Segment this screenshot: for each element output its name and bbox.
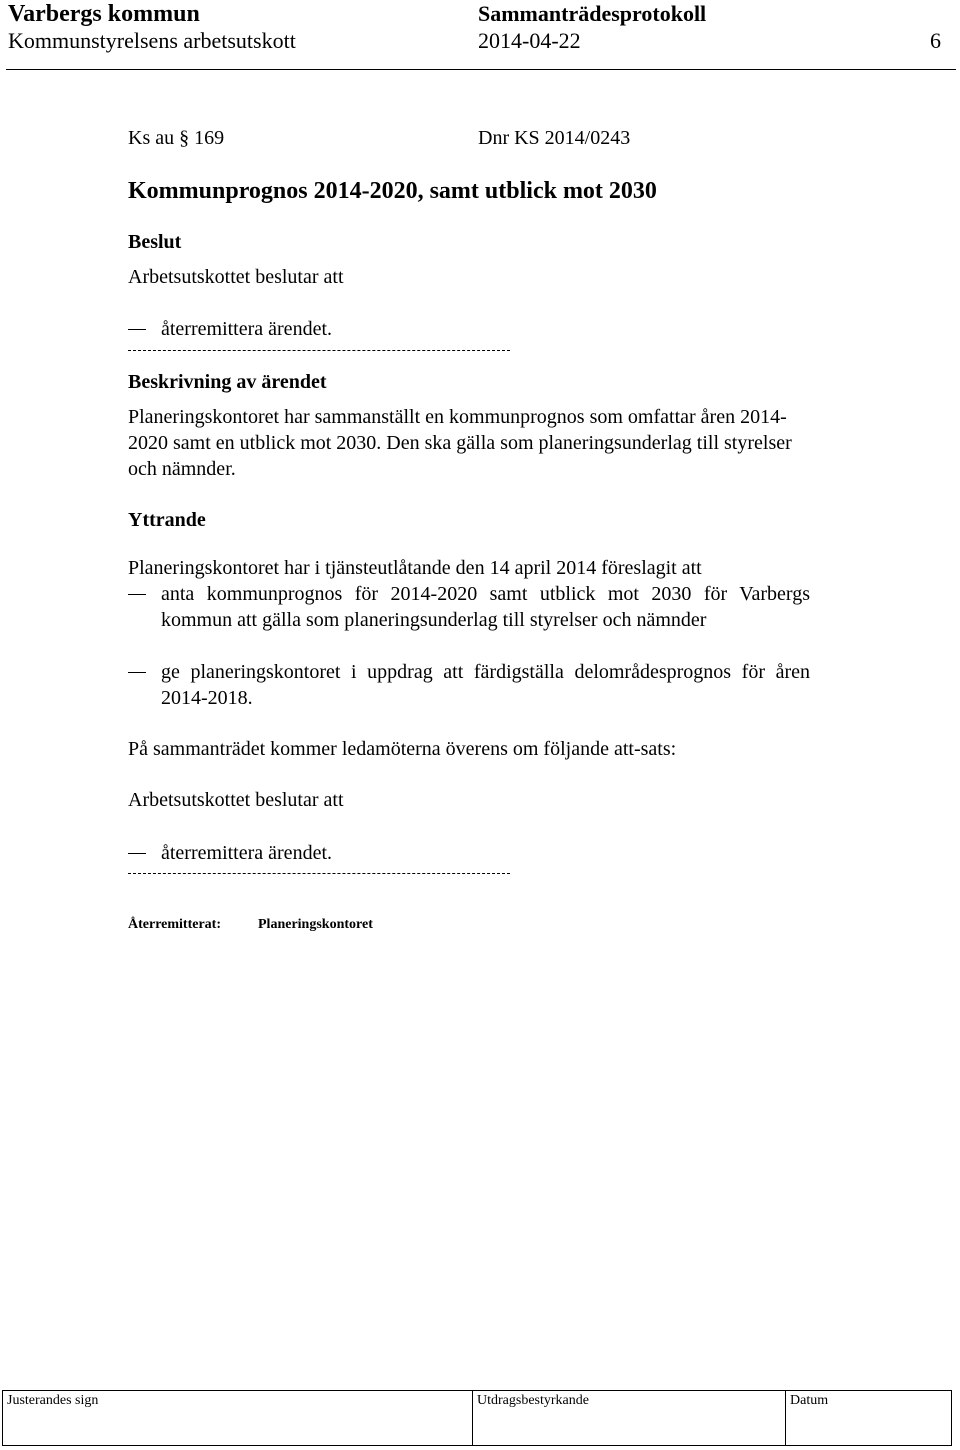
case-title: Kommunprognos 2014-2020, samt utblick mot 2030: [128, 178, 657, 204]
organization-name: Varbergs kommun: [8, 1, 200, 27]
statement-intro: Planeringskontoret har i tjänsteutlåtande den 14 april 2014 föreslagit att: [128, 557, 702, 579]
description-text: Planeringskontoret har sammanställt en kommunprognos som omfattar åren 2014-2020 samt en utblick mot 2030. Den ska gälla som planeringsunderlag till styrelser och nämnder.: [128, 406, 792, 480]
statement-bullet-2: [128, 659, 810, 711]
referral-value: Planeringskontoret: [258, 917, 373, 932]
description-heading: Beskrivning av ärendet: [128, 371, 327, 393]
dash-bullet-icon: [128, 329, 146, 330]
committee-name: Kommunstyrelsens arbetsutskott: [8, 28, 296, 53]
signature-label: Justerandes sign: [7, 1393, 99, 1408]
signature-table: [2, 1390, 952, 1446]
decision-bullet: [128, 316, 810, 342]
statement-bullet-text: anta kommunprognos för 2014-2020 samt utblick mot 2030 för Varbergs kommun att gälla som planeringsunderlag till styrelser och nämnder: [161, 583, 810, 631]
decision-bullet-text: återremittera ärendet.: [161, 318, 332, 340]
dash-bullet-icon: [128, 853, 146, 854]
statement-bullet-text: ge planeringskontoret i uppdrag att färdigställa delområdesprognos för åren 2014-2018.: [161, 661, 810, 709]
decision-intro: Arbetsutskottet beslutar att: [128, 266, 344, 288]
dash-bullet-icon: [128, 672, 146, 673]
dashed-separator: [128, 350, 510, 351]
meeting-intro: Arbetsutskottet beslutar att: [128, 789, 344, 811]
signature-cell-utdrag: [473, 1391, 786, 1445]
decision-heading: Beslut: [128, 231, 182, 253]
meeting-bullet: [128, 840, 810, 866]
case-reference: Ks au § 169: [128, 127, 225, 149]
page-number: 6: [930, 28, 941, 53]
statement-heading: Yttrande: [128, 509, 206, 531]
signature-cell-datum: [786, 1391, 951, 1445]
meeting-text: På sammanträdet kommer ledamöterna överens om följande att-sats:: [128, 738, 677, 760]
signature-label: Datum: [790, 1393, 829, 1408]
dashed-separator: [128, 873, 510, 874]
diary-number: Dnr KS 2014/0243: [478, 127, 631, 149]
header-divider: [6, 69, 956, 70]
statement-bullet-1: [128, 581, 810, 633]
signature-label: Utdragsbestyrkande: [477, 1393, 589, 1408]
referral-label: Återremitterat:: [128, 917, 222, 932]
document-type: Sammanträdesprotokoll: [478, 1, 707, 26]
meeting-bullet-text: återremittera ärendet.: [161, 842, 332, 864]
signature-cell-justering: [3, 1391, 473, 1445]
meeting-date: 2014-04-22: [478, 28, 581, 53]
dash-bullet-icon: [128, 594, 146, 595]
